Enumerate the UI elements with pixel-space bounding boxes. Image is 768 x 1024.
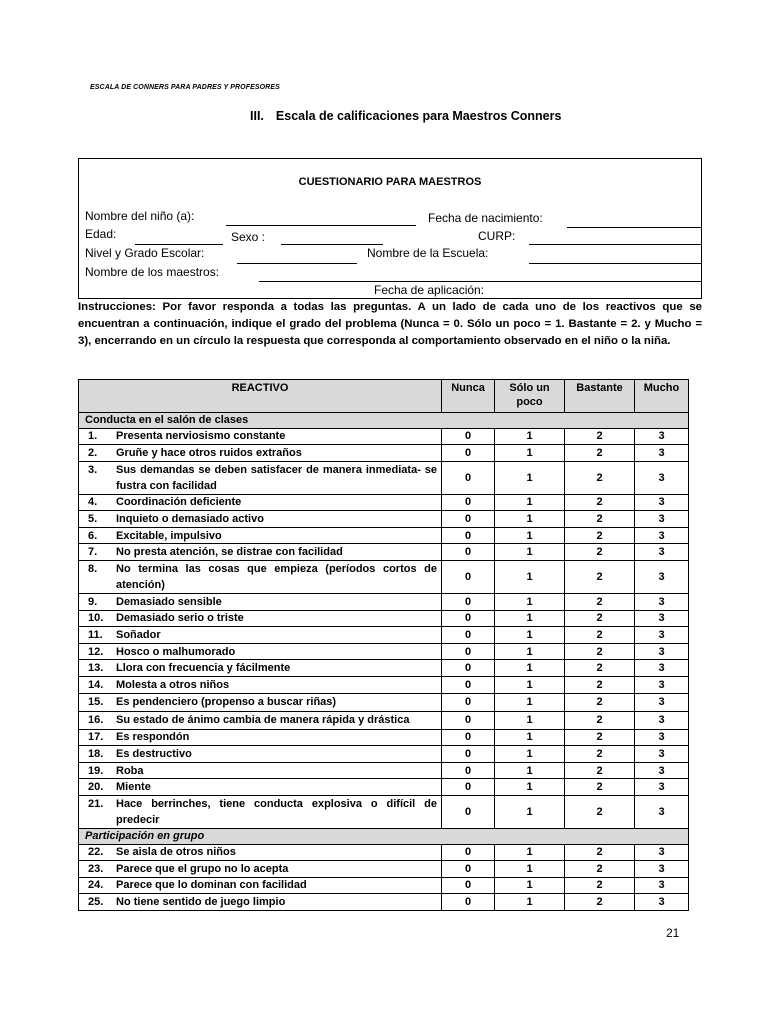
header-bastante: Bastante <box>565 380 635 413</box>
instructions <box>78 299 702 350</box>
item-number: 23. <box>88 862 104 875</box>
item-number: 2. <box>88 446 98 459</box>
value-solo-un-poco[interactable]: 1 <box>495 779 565 796</box>
item-text-cell <box>79 877 442 894</box>
table-row <box>79 762 689 779</box>
table-row <box>79 746 689 763</box>
item-number: 20. <box>88 781 104 794</box>
value-solo-un-poco[interactable]: 1 <box>495 894 565 911</box>
table-row <box>79 643 689 660</box>
item-number: 10. <box>88 612 104 625</box>
item-text: Sus demandas se deben satisfacer de manera inmediata- se fustra con facilidad <box>116 463 437 492</box>
value-bastante[interactable]: 2 <box>565 894 635 911</box>
value-bastante[interactable]: 2 <box>565 594 635 611</box>
value-nunca[interactable]: 0 <box>442 544 495 561</box>
value-bastante[interactable]: 2 <box>565 461 635 494</box>
table-row <box>79 711 689 729</box>
value-mucho[interactable]: 3 <box>635 762 689 779</box>
item-text: Roba <box>116 764 144 777</box>
item-text-cell <box>79 729 442 746</box>
item-text-cell <box>79 779 442 796</box>
value-mucho[interactable]: 3 <box>635 610 689 627</box>
value-bastante[interactable]: 2 <box>565 729 635 746</box>
table-row <box>79 527 689 544</box>
item-number: 11. <box>88 629 103 642</box>
value-mucho[interactable]: 3 <box>635 627 689 644</box>
value-mucho[interactable]: 3 <box>635 677 689 694</box>
value-solo-un-poco[interactable]: 1 <box>495 660 565 677</box>
table-row <box>79 494 689 511</box>
age-label: Edad: <box>85 227 117 241</box>
item-text: No termina las cosas que empieza (períodos cortos de atención) <box>116 563 437 592</box>
item-number: 19. <box>88 764 104 777</box>
sex-field[interactable] <box>281 244 383 245</box>
value-bastante[interactable]: 2 <box>565 844 635 861</box>
section-title <box>250 109 561 123</box>
value-solo-un-poco[interactable]: 1 <box>495 844 565 861</box>
item-text-cell <box>79 677 442 694</box>
value-mucho[interactable]: 3 <box>635 643 689 660</box>
item-text-cell <box>79 746 442 763</box>
item-text: Parece que lo dominan con facilidad <box>116 879 307 892</box>
item-number: 22. <box>88 846 104 859</box>
table-row <box>79 544 689 561</box>
page-number: 21 <box>666 926 680 940</box>
item-text: No tiene sentido de juego limpio <box>116 896 286 909</box>
item-text: Es respondón <box>116 731 190 744</box>
child-name-label: Nombre del niño (a): <box>85 209 195 223</box>
value-solo-un-poco[interactable]: 1 <box>495 445 565 462</box>
value-nunca[interactable]: 0 <box>442 445 495 462</box>
running-header: ESCALA DE CONNERS PARA PADRES Y PROFESORES <box>90 84 280 91</box>
birth-date-label: Fecha de nacimiento: <box>428 211 543 225</box>
birth-date-field[interactable] <box>567 227 701 228</box>
value-bastante[interactable]: 2 <box>565 677 635 694</box>
item-text-cell <box>79 428 442 445</box>
value-nunca[interactable]: 0 <box>442 428 495 445</box>
item-text: Inquieto o demasiado activo <box>116 513 264 526</box>
value-bastante[interactable]: 2 <box>565 643 635 660</box>
section-title-text: Escala de calificaciones para Maestros Conners <box>275 109 562 123</box>
item-text: Soñador <box>116 629 161 642</box>
item-text-cell <box>79 711 442 729</box>
item-text-cell <box>79 643 442 660</box>
item-text-cell <box>79 494 442 511</box>
value-nunca[interactable]: 0 <box>442 561 495 594</box>
value-solo-un-poco[interactable]: 1 <box>495 461 565 494</box>
value-solo-un-poco[interactable]: 1 <box>495 428 565 445</box>
item-number: 1. <box>88 430 98 443</box>
item-number: 15. <box>88 696 104 709</box>
item-text-cell <box>79 693 442 711</box>
value-bastante[interactable]: 2 <box>565 861 635 878</box>
value-solo-un-poco[interactable]: 1 <box>495 861 565 878</box>
value-nunca[interactable]: 0 <box>442 796 495 829</box>
instructions-text: Por favor responda a todas las preguntas. A un lado de cada uno de los reactivos que se encuentran a continuación, indique el grado del problema (Nunca = 0. Sólo un poco = 1. Bastante = 2. y Mucho = 3), encerrando en un círculo la respuesta que corresponda al comportamiento observado en el niño o la niña. <box>78 301 702 347</box>
header-solo-un-poco: Sólo un poco <box>495 380 565 413</box>
teachers-field[interactable] <box>259 281 701 282</box>
section-title: Conducta en el salón de clases <box>79 413 689 429</box>
table-row <box>79 445 689 462</box>
value-solo-un-poco[interactable]: 1 <box>495 561 565 594</box>
item-text: Excitable, impulsivo <box>116 529 222 542</box>
value-bastante[interactable]: 2 <box>565 796 635 829</box>
value-bastante[interactable]: 2 <box>565 762 635 779</box>
value-bastante[interactable]: 2 <box>565 779 635 796</box>
value-nunca[interactable]: 0 <box>442 711 495 729</box>
value-nunca[interactable]: 0 <box>442 861 495 878</box>
grade-label: Nivel y Grado Escolar: <box>85 246 205 260</box>
value-solo-un-poco[interactable]: 1 <box>495 527 565 544</box>
value-nunca[interactable]: 0 <box>442 877 495 894</box>
value-nunca[interactable]: 0 <box>442 779 495 796</box>
header-mucho: Mucho <box>635 380 689 413</box>
value-nunca[interactable]: 0 <box>442 894 495 911</box>
value-nunca[interactable]: 0 <box>442 511 495 528</box>
value-nunca[interactable]: 0 <box>442 594 495 611</box>
value-solo-un-poco[interactable]: 1 <box>495 627 565 644</box>
table-row <box>79 511 689 528</box>
value-bastante[interactable]: 2 <box>565 660 635 677</box>
table-row <box>79 561 689 594</box>
item-number: 21. <box>88 798 104 810</box>
application-date-label: Fecha de aplicación: <box>374 283 485 297</box>
item-text-cell <box>79 796 442 829</box>
table-row <box>79 693 689 711</box>
value-mucho[interactable]: 3 <box>635 544 689 561</box>
value-bastante[interactable]: 2 <box>565 544 635 561</box>
table-row <box>79 428 689 445</box>
value-solo-un-poco[interactable]: 1 <box>495 762 565 779</box>
section-row <box>79 413 689 429</box>
value-nunca[interactable]: 0 <box>442 643 495 660</box>
age-field[interactable] <box>135 244 223 245</box>
item-text-cell <box>79 762 442 779</box>
value-solo-un-poco[interactable]: 1 <box>495 544 565 561</box>
item-text: Es destructivo <box>116 748 192 761</box>
value-mucho[interactable]: 3 <box>635 561 689 594</box>
value-mucho[interactable]: 3 <box>635 428 689 445</box>
item-number: 8. <box>88 563 98 576</box>
table-row <box>79 627 689 644</box>
value-mucho[interactable]: 3 <box>635 796 689 829</box>
value-nunca[interactable]: 0 <box>442 844 495 861</box>
value-solo-un-poco[interactable]: 1 <box>495 677 565 694</box>
value-mucho[interactable]: 3 <box>635 844 689 861</box>
item-text-cell <box>79 527 442 544</box>
questionnaire-form <box>78 158 702 299</box>
value-bastante[interactable]: 2 <box>565 445 635 462</box>
teachers-label: Nombre de los maestros: <box>85 265 220 279</box>
value-bastante[interactable]: 2 <box>565 693 635 711</box>
value-nunca[interactable]: 0 <box>442 660 495 677</box>
value-nunca[interactable]: 0 <box>442 461 495 494</box>
item-text: Hace berrinches, tiene conducta explosiva o difícil de predecir <box>116 798 437 826</box>
value-mucho[interactable]: 3 <box>635 461 689 494</box>
questionnaire-table <box>78 379 689 911</box>
value-nunca[interactable]: 0 <box>442 610 495 627</box>
value-nunca[interactable]: 0 <box>442 494 495 511</box>
child-name-field[interactable] <box>226 225 416 226</box>
sex-label: Sexo : <box>231 230 266 244</box>
value-nunca[interactable]: 0 <box>442 729 495 746</box>
item-number: 12. <box>88 645 104 658</box>
table-row <box>79 729 689 746</box>
value-bastante[interactable]: 2 <box>565 561 635 594</box>
item-text: Hosco o malhumorado <box>116 645 236 658</box>
item-text: Coordinación deficiente <box>116 496 242 509</box>
value-bastante[interactable]: 2 <box>565 877 635 894</box>
item-number: 13. <box>88 662 104 675</box>
item-text: Demasiado sensible <box>116 595 222 608</box>
value-bastante[interactable]: 2 <box>565 428 635 445</box>
table-row <box>79 894 689 911</box>
table-row <box>79 461 689 494</box>
header-reactivo: REACTIVO <box>79 380 442 413</box>
table-row <box>79 796 689 829</box>
value-solo-un-poco[interactable]: 1 <box>495 796 565 829</box>
value-nunca[interactable]: 0 <box>442 746 495 763</box>
school-label: Nombre de la Escuela: <box>367 246 489 260</box>
value-bastante[interactable]: 2 <box>565 627 635 644</box>
table-row <box>79 861 689 878</box>
item-number: 24. <box>88 879 104 892</box>
table-row <box>79 844 689 861</box>
item-number: 3. <box>88 463 98 476</box>
section-row <box>79 829 689 845</box>
header-nunca: Nunca <box>442 380 495 413</box>
item-text: Presenta nerviosismo constante <box>116 430 286 443</box>
value-solo-un-poco[interactable]: 1 <box>495 511 565 528</box>
item-number: 25. <box>88 896 104 909</box>
value-solo-un-poco[interactable]: 1 <box>495 610 565 627</box>
item-text: Su estado de ánimo cambia de manera rápida y drástica <box>116 714 410 727</box>
table-row <box>79 877 689 894</box>
item-text: Se aisla de otros niños <box>116 846 236 859</box>
item-text: Parece que el grupo no lo acepta <box>116 862 289 875</box>
value-bastante[interactable]: 2 <box>565 610 635 627</box>
value-mucho[interactable]: 3 <box>635 877 689 894</box>
value-mucho[interactable]: 3 <box>635 511 689 528</box>
value-solo-un-poco[interactable]: 1 <box>495 594 565 611</box>
item-text: Llora con frecuencia y fácilmente <box>116 662 291 675</box>
table-row <box>79 677 689 694</box>
section-number: III. <box>250 109 264 123</box>
item-number: 18. <box>88 748 104 761</box>
value-mucho[interactable]: 3 <box>635 729 689 746</box>
section-title: Participación en grupo <box>79 829 689 845</box>
value-solo-un-poco[interactable]: 1 <box>495 729 565 746</box>
item-number: 6. <box>88 529 98 542</box>
item-text-cell <box>79 561 442 594</box>
value-bastante[interactable]: 2 <box>565 527 635 544</box>
table-row <box>79 660 689 677</box>
value-mucho[interactable]: 3 <box>635 746 689 763</box>
curp-label: CURP: <box>478 229 516 243</box>
value-mucho[interactable]: 3 <box>635 779 689 796</box>
value-nunca[interactable]: 0 <box>442 693 495 711</box>
value-mucho[interactable]: 3 <box>635 711 689 729</box>
value-nunca[interactable]: 0 <box>442 762 495 779</box>
value-mucho[interactable]: 3 <box>635 594 689 611</box>
item-text-cell <box>79 511 442 528</box>
form-title: CUESTIONARIO PARA MAESTROS <box>298 176 482 188</box>
table-row <box>79 610 689 627</box>
table-body <box>79 413 689 911</box>
value-nunca[interactable]: 0 <box>442 527 495 544</box>
item-text: Es pendenciero (propenso a buscar riñas) <box>116 696 337 709</box>
value-solo-un-poco[interactable]: 1 <box>495 494 565 511</box>
item-text-cell <box>79 594 442 611</box>
item-text-cell <box>79 861 442 878</box>
value-solo-un-poco[interactable]: 1 <box>495 643 565 660</box>
value-solo-un-poco[interactable]: 1 <box>495 711 565 729</box>
value-solo-un-poco[interactable]: 1 <box>495 746 565 763</box>
value-bastante[interactable]: 2 <box>565 494 635 511</box>
item-text: Miente <box>116 781 151 794</box>
value-nunca[interactable]: 0 <box>442 627 495 644</box>
value-mucho[interactable]: 3 <box>635 494 689 511</box>
item-text-cell <box>79 844 442 861</box>
value-solo-un-poco[interactable]: 1 <box>495 693 565 711</box>
value-mucho[interactable]: 3 <box>635 660 689 677</box>
value-solo-un-poco[interactable]: 1 <box>495 877 565 894</box>
value-mucho[interactable]: 3 <box>635 527 689 544</box>
item-text: Gruñe y hace otros ruidos extraños <box>116 446 302 459</box>
table-header-row <box>79 380 689 413</box>
item-text: Molesta a otros niños <box>116 678 230 691</box>
item-text: No presta atención, se distrae con facilidad <box>116 546 343 559</box>
item-text-cell <box>79 627 442 644</box>
item-text: Demasiado serio o triste <box>116 612 244 625</box>
curp-field[interactable] <box>529 244 701 245</box>
item-text-cell <box>79 610 442 627</box>
item-number: 14. <box>88 678 104 691</box>
item-text-cell <box>79 544 442 561</box>
value-mucho[interactable]: 3 <box>635 693 689 711</box>
table-row <box>79 594 689 611</box>
value-mucho[interactable]: 3 <box>635 861 689 878</box>
value-bastante[interactable]: 2 <box>565 746 635 763</box>
value-bastante[interactable]: 2 <box>565 711 635 729</box>
item-text-cell <box>79 461 442 494</box>
school-field[interactable] <box>529 263 701 264</box>
item-number: 16. <box>88 714 104 727</box>
value-mucho[interactable]: 3 <box>635 445 689 462</box>
table-row <box>79 779 689 796</box>
instructions-lead: Instrucciones: <box>78 301 156 313</box>
item-text-cell <box>79 660 442 677</box>
value-bastante[interactable]: 2 <box>565 511 635 528</box>
item-number: 5. <box>88 513 98 526</box>
item-number: 4. <box>88 496 98 509</box>
value-nunca[interactable]: 0 <box>442 677 495 694</box>
item-text-cell <box>79 894 442 911</box>
item-number: 9. <box>88 595 98 608</box>
item-number: 17. <box>88 731 104 744</box>
value-mucho[interactable]: 3 <box>635 894 689 911</box>
item-text-cell <box>79 445 442 462</box>
item-number: 7. <box>88 546 98 559</box>
grade-field[interactable] <box>237 263 357 264</box>
